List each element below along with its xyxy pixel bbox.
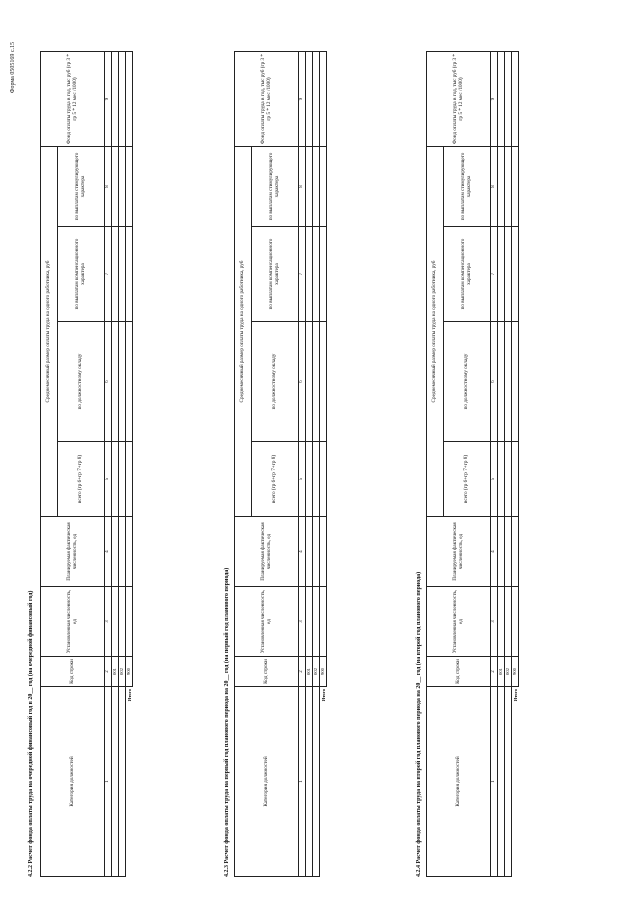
col-num: 8	[105, 147, 112, 227]
cell-fund[interactable]	[306, 52, 313, 147]
col-num: 9	[105, 52, 112, 147]
cell-total-planned[interactable]	[320, 517, 327, 587]
header-row-code: Код строки	[41, 657, 105, 687]
payroll-table	[40, 51, 133, 877]
form-number: Форма 0505169 с.15	[10, 42, 16, 94]
table-row	[313, 52, 320, 877]
cell-row-code: 002	[119, 657, 126, 687]
table-row	[505, 52, 512, 877]
cell-fund[interactable]	[498, 52, 505, 147]
payroll-table	[426, 51, 519, 877]
cell-staff-units[interactable]	[505, 587, 512, 657]
cell-total-comp[interactable]	[320, 227, 327, 322]
cell-staff-units[interactable]	[306, 587, 313, 657]
cell-total-staff[interactable]	[320, 587, 327, 657]
cell-staff-units[interactable]	[112, 587, 119, 657]
cell-fund[interactable]	[112, 52, 119, 147]
cell-total-fund[interactable]	[126, 52, 133, 147]
col-num: 4	[491, 517, 498, 587]
cell-incentive[interactable]	[306, 147, 313, 227]
cell-category[interactable]	[505, 687, 512, 877]
cell-incentive[interactable]	[313, 147, 320, 227]
column-numbers-row	[299, 52, 306, 877]
cell-planned-units[interactable]	[306, 517, 313, 587]
cell-avg-total[interactable]	[498, 442, 505, 517]
cell-category[interactable]	[313, 687, 320, 877]
cell-by-salary[interactable]	[505, 322, 512, 442]
cell-planned-units[interactable]	[119, 517, 126, 587]
total-label: Итого	[512, 689, 518, 702]
payroll-table	[234, 51, 327, 877]
cell-compensation[interactable]	[119, 227, 126, 322]
cell-by-salary[interactable]	[498, 322, 505, 442]
cell-by-salary[interactable]	[119, 322, 126, 442]
col-num: 1	[299, 687, 306, 877]
col-num: 3	[491, 587, 498, 657]
cell-row-code: 001	[306, 657, 313, 687]
col-num: 1	[105, 687, 112, 877]
cell-planned-units[interactable]	[505, 517, 512, 587]
cell-total-incent[interactable]	[126, 147, 133, 227]
cell-staff-units[interactable]	[119, 587, 126, 657]
cell-total-fund[interactable]	[320, 52, 327, 147]
cell-by-salary[interactable]	[112, 322, 119, 442]
col-num: 3	[105, 587, 112, 657]
cell-total-salary[interactable]	[512, 322, 519, 442]
cell-by-salary[interactable]	[306, 322, 313, 442]
table-row	[112, 52, 119, 877]
cell-planned-units[interactable]	[498, 517, 505, 587]
total-row	[320, 52, 327, 877]
total-row	[512, 52, 519, 877]
cell-compensation[interactable]	[112, 227, 119, 322]
header-row-1	[235, 52, 252, 877]
cell-avg-total[interactable]	[505, 442, 512, 517]
cell-total-fund[interactable]	[512, 52, 519, 147]
cell-compensation[interactable]	[313, 227, 320, 322]
table-row	[498, 52, 505, 877]
total-code: 900	[512, 657, 519, 687]
cell-avg-total[interactable]	[112, 442, 119, 517]
cell-category[interactable]	[119, 687, 126, 877]
cell-incentive[interactable]	[505, 147, 512, 227]
column-numbers-row	[491, 52, 498, 877]
cell-compensation[interactable]	[306, 227, 313, 322]
header-row-code: Код строки	[235, 657, 299, 687]
header-staff-units: Установленная численность, ед	[235, 587, 299, 657]
table-row	[119, 52, 126, 877]
header-row-code: Код строки	[427, 657, 491, 687]
col-num: 7	[105, 227, 112, 322]
header-by-salary: по должностному окладу	[58, 322, 105, 442]
col-num: 9	[299, 52, 306, 147]
cell-total-planned[interactable]	[512, 517, 519, 587]
cell-total-comp[interactable]	[126, 227, 133, 322]
col-num: 8	[491, 147, 498, 227]
total-label: Итого	[320, 689, 326, 702]
col-num: 4	[105, 517, 112, 587]
col-num: 2	[105, 657, 112, 687]
col-num: 7	[299, 227, 306, 322]
header-avg-group: Среднемесячный размер оплаты труда на одного работника, руб	[41, 147, 58, 517]
cell-planned-units[interactable]	[313, 517, 320, 587]
header-fund: Фонд оплаты труда в год, тыс руб (гр 3 * гр 5 * 12 мес /1000)	[235, 52, 299, 147]
header-incentive: по выплатам стимулирующего характера	[252, 147, 299, 227]
total-code: 900	[126, 657, 133, 687]
col-num: 1	[491, 687, 498, 877]
col-num: 6	[491, 322, 498, 442]
cell-compensation[interactable]	[505, 227, 512, 322]
cell-incentive[interactable]	[112, 147, 119, 227]
col-num: 5	[299, 442, 306, 517]
col-num: 7	[491, 227, 498, 322]
cell-staff-units[interactable]	[313, 587, 320, 657]
header-avg-group: Среднемесячный размер оплаты труда на одного работника, руб	[235, 147, 252, 517]
header-avg-group: Среднемесячный размер оплаты труда на одного работника, руб	[427, 147, 444, 517]
cell-staff-units[interactable]	[498, 587, 505, 657]
header-row-1	[427, 52, 444, 877]
section-title: 4.2.4 Расчет фонда оплаты труда на второй год планового периода на 20__ год (на второй год планового периода)	[416, 571, 422, 877]
cell-by-salary[interactable]	[313, 322, 320, 442]
cell-total-planned[interactable]	[126, 517, 133, 587]
header-by-salary: по должностному окладу	[444, 322, 491, 442]
cell-total-incent[interactable]	[320, 147, 327, 227]
cell-category[interactable]	[112, 687, 119, 877]
total-code: 900	[320, 657, 327, 687]
cell-avg-total[interactable]	[306, 442, 313, 517]
header-incentive: по выплатам стимулирующего характера	[58, 147, 105, 227]
header-category: Категория должностей	[235, 687, 299, 877]
col-num: 9	[491, 52, 498, 147]
cell-fund[interactable]	[119, 52, 126, 147]
header-staff-units: Установленная численность, ед	[427, 587, 491, 657]
table-row	[306, 52, 313, 877]
header-category: Категория должностей	[41, 687, 105, 877]
cell-incentive[interactable]	[498, 147, 505, 227]
cell-total-staff[interactable]	[512, 587, 519, 657]
header-by-salary: по должностному окладу	[252, 322, 299, 442]
cell-row-code: 002	[505, 657, 512, 687]
cell-fund[interactable]	[505, 52, 512, 147]
header-incentive: по выплатам стимулирующего характера	[444, 147, 491, 227]
cell-planned-units[interactable]	[112, 517, 119, 587]
header-avg-total: всего (гр 6+гр 7+гр 8)	[252, 442, 299, 517]
section-title: 4.2.2 Расчет фонда оплаты труда на очередной финансовый год в 20__ год (на очередной финансовый год)	[28, 590, 34, 877]
header-row-1	[41, 52, 58, 877]
cell-total-salary[interactable]	[320, 322, 327, 442]
cell-total-avg[interactable]	[320, 442, 327, 517]
header-fund: Фонд оплаты труда в год, тыс руб (гр 3 * гр 5 * 12 мес /1000)	[427, 52, 491, 147]
cell-total-avg[interactable]	[512, 442, 519, 517]
col-num: 6	[105, 322, 112, 442]
col-num: 2	[491, 657, 498, 687]
col-num: 3	[299, 587, 306, 657]
col-num: 8	[299, 147, 306, 227]
total-label: Итого	[126, 689, 132, 702]
cell-compensation[interactable]	[498, 227, 505, 322]
cell-total-incent[interactable]	[512, 147, 519, 227]
cell-total-comp[interactable]	[512, 227, 519, 322]
header-compensation: по выплатам компенсационного характера	[252, 227, 299, 322]
col-num: 5	[105, 442, 112, 517]
header-staff-units: Установленная численность, ед	[41, 587, 105, 657]
cell-total-avg[interactable]	[126, 442, 133, 517]
col-num: 4	[299, 517, 306, 587]
header-compensation: по выплатам компенсационного характера	[58, 227, 105, 322]
header-category: Категория должностей	[427, 687, 491, 877]
cell-total-staff[interactable]	[126, 587, 133, 657]
header-compensation: по выплатам компенсационного характера	[444, 227, 491, 322]
total-row	[126, 52, 133, 877]
cell-row-code: 002	[313, 657, 320, 687]
cell-incentive[interactable]	[119, 147, 126, 227]
cell-avg-total[interactable]	[119, 442, 126, 517]
cell-row-code: 001	[112, 657, 119, 687]
col-num: 2	[299, 657, 306, 687]
cell-fund[interactable]	[313, 52, 320, 147]
section-title: 4.2.3 Расчет фонда оплаты труда на первый год планового периода на 20__ год (на первый год планового периода)	[224, 567, 230, 877]
col-num: 6	[299, 322, 306, 442]
header-avg-total: всего (гр 6+гр 7+гр 8)	[58, 442, 105, 517]
cell-row-code: 001	[498, 657, 505, 687]
cell-category[interactable]	[498, 687, 505, 877]
cell-category[interactable]	[306, 687, 313, 877]
header-planned-units: Планируемая фактическая численность, ед	[427, 517, 491, 587]
cell-avg-total[interactable]	[313, 442, 320, 517]
header-planned-units: Планируемая фактическая численность, ед	[41, 517, 105, 587]
col-num: 5	[491, 442, 498, 517]
column-numbers-row	[105, 52, 112, 877]
header-fund: Фонд оплаты труда в год, тыс руб (гр 3 * гр 5 * 12 мес /1000)	[41, 52, 105, 147]
header-planned-units: Планируемая фактическая численность, ед	[235, 517, 299, 587]
cell-total-salary[interactable]	[126, 322, 133, 442]
header-avg-total: всего (гр 6+гр 7+гр 8)	[444, 442, 491, 517]
